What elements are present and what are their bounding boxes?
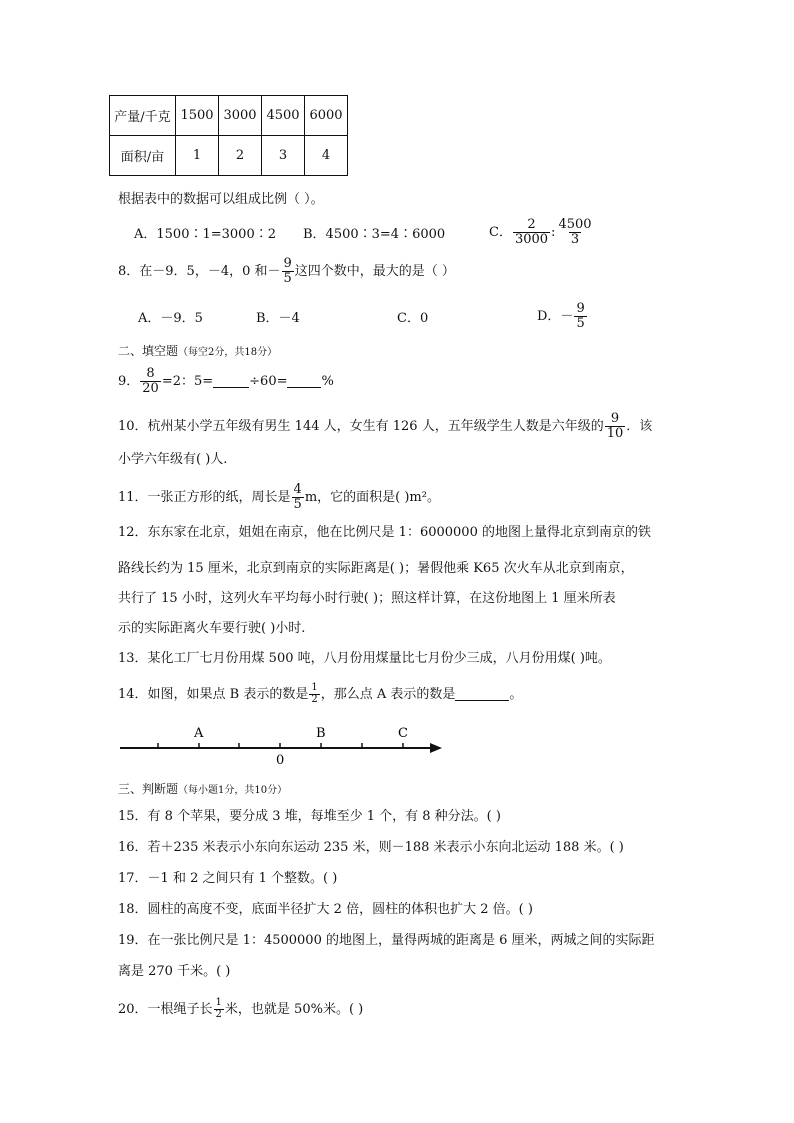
point-b-label: B — [316, 726, 326, 741]
fraction-denominator: 10 — [606, 426, 624, 441]
table-header-cell: 产量/千克 — [110, 96, 176, 136]
q10-line-2: 小学六年级有( )人. — [118, 452, 228, 467]
fraction-numerator: 2 — [527, 217, 536, 232]
q7-option-c — [489, 218, 595, 246]
fraction-denominator: 5 — [576, 316, 585, 331]
table-cell: 2 — [219, 136, 262, 176]
section-title: 三、判断题 — [118, 782, 179, 796]
q8-option-d-label: D．－ — [537, 308, 574, 324]
table-cell: 3 — [262, 136, 305, 176]
q14-text-b: ，那么点 A 表示的数是 — [320, 686, 456, 702]
q18: 18．圆柱的高度不变，底面半径扩大 2 倍，圆柱的体积也扩大 2 倍。( ) — [118, 902, 533, 917]
answer-blank[interactable] — [455, 688, 509, 701]
q9-label: 9． — [118, 373, 140, 389]
q9 — [118, 367, 334, 395]
section-title: 二、填空题 — [118, 344, 179, 358]
q7-option-b: B．4500∶3=4∶6000 — [303, 227, 446, 242]
q16: 16．若＋235 米表示小东向东运动 235 米，则－188 米表示小东向北运动 188 米。( ) — [118, 840, 624, 855]
q14-text-c: 。 — [509, 686, 523, 702]
fraction-denominator: 2 — [215, 1009, 222, 1020]
q12-line-1: 12．东东家在北京，姐姐在南京，他在比例尺是 1：6000000 的地图上量得北京到南京的铁 — [118, 525, 651, 540]
q20-text-a: 20．一根绳子长 — [118, 1001, 213, 1017]
q20 — [118, 998, 363, 1020]
q19-line-2: 离是 270 千米。( ) — [118, 964, 231, 979]
production-area-table — [109, 95, 348, 176]
q14-text-a: 14．如图，如果点 B 表示的数是 — [118, 686, 309, 702]
q10-text-b: ．该 — [626, 418, 653, 434]
q9-text-c: % — [321, 373, 334, 389]
fraction-numerator: 9 — [576, 301, 585, 316]
q12-line-2: 路线长约为 15 厘米，北京到南京的实际距离是( )；暑假他乘 K65 次火车从北京到南京， — [118, 561, 634, 576]
q10-fraction — [605, 412, 626, 440]
q11-text-a: 11．一张正方形的纸，周长是 — [118, 489, 291, 505]
table-header-cell: 面积/亩 — [110, 136, 176, 176]
fraction-numerator: 9 — [283, 256, 292, 271]
section-2-heading — [118, 345, 277, 358]
q15: 15．有 8 个苹果，要分成 3 堆，每堆至少 1 个，有 8 种分法。( ) — [118, 809, 501, 824]
table-cell: 3000 — [219, 96, 262, 136]
q8-option-d-fraction — [574, 302, 586, 330]
q8-option-d — [537, 302, 588, 330]
q17: 17．－1 和 2 之间只有 1 个整数。( ) — [118, 871, 338, 886]
q7-stem: 根据表中的数据可以组成比例（ ）。 — [118, 192, 324, 207]
q7-option-c-label: C． — [489, 224, 512, 240]
q8-option-c: C．0 — [397, 311, 429, 326]
q8-stem-part-a: 8．在－9．5，－4，0 和－ — [118, 263, 281, 279]
q7-option-a: A．1500∶1=3000∶2 — [134, 227, 276, 242]
section-note: （每空2分，共18分） — [178, 347, 278, 358]
q7-option-c-fraction-1 — [513, 218, 550, 246]
table-cell: 1500 — [176, 96, 219, 136]
number-line-diagram — [110, 720, 450, 770]
q14-fraction — [309, 683, 319, 705]
point-a-label: A — [194, 726, 204, 741]
table-cell: 1 — [176, 136, 219, 176]
q10-line-1 — [118, 412, 652, 440]
fraction-denominator: 20 — [142, 381, 159, 396]
q12-line-3: 共行了 15 小时，这列火车平均每小时行驶( )；照这样计算，在这份地图上 1 厘米所表 — [118, 591, 616, 606]
q8-option-b: B．－4 — [256, 311, 300, 326]
answer-blank[interactable] — [213, 375, 249, 388]
fraction-numerator: 4500 — [558, 217, 592, 232]
table-cell: 6000 — [305, 96, 348, 136]
q11 — [118, 483, 440, 511]
zero-label: 0 — [276, 753, 285, 768]
table-cell: 4 — [305, 136, 348, 176]
q9-text-a: =2：5= — [161, 373, 214, 389]
fraction-denominator: 5 — [283, 271, 292, 286]
fraction-numerator: 9 — [610, 411, 620, 426]
q7-option-c-fraction-2 — [556, 218, 593, 246]
fraction-denominator: 3000 — [514, 232, 549, 247]
fraction-denominator: 5 — [293, 497, 302, 512]
q14 — [118, 683, 522, 705]
table-row — [110, 96, 348, 136]
fraction-numerator: 1 — [311, 682, 318, 693]
fraction-denominator: 2 — [311, 694, 318, 705]
q10-text-a: 10．杭州某小学五年级有男生 144 人，女生有 126 人，五年级学生人数是六年级的 — [118, 418, 604, 434]
table-row — [110, 136, 348, 176]
q20-text-b: 米，也就是 50%米。( ) — [224, 1001, 364, 1017]
section-note: （每小题1分，共10分） — [178, 785, 288, 796]
q20-fraction — [214, 998, 224, 1020]
q8-stem-part-b: 这四个数中，最大的是（ ） — [294, 263, 455, 279]
q13: 13．某化工厂七月份用煤 500 吨，八月份用煤量比七月份少三成，八月份用煤( )吨。 — [118, 651, 611, 666]
q8-stem — [118, 257, 455, 285]
q9-text-b: ÷60= — [249, 373, 288, 389]
fraction-numerator: 4 — [293, 482, 302, 497]
answer-blank[interactable] — [287, 375, 321, 388]
fraction-numerator: 1 — [215, 997, 222, 1008]
point-c-label: C — [398, 726, 408, 741]
table-cell: 4500 — [262, 96, 305, 136]
arrow-head-icon — [430, 743, 442, 753]
q11-fraction — [292, 483, 304, 511]
q8-option-a: A．－9．5 — [138, 311, 203, 326]
q19-line-1: 19．在一张比例尺是 1：4500000 的地图上，量得两城的距离是 6 厘米，两城之间的实际距 — [118, 933, 655, 948]
fraction-denominator: 3 — [570, 232, 580, 247]
q9-fraction — [140, 367, 161, 395]
ratio-separator: : — [551, 224, 556, 240]
fraction-numerator: 8 — [146, 366, 155, 381]
q11-text-b: m，它的面积是( )m²。 — [304, 489, 440, 505]
q8-fraction — [282, 257, 294, 285]
section-3-heading — [118, 783, 287, 796]
q12-line-4: 示的实际距离火车要行驶( )小时. — [118, 621, 306, 636]
